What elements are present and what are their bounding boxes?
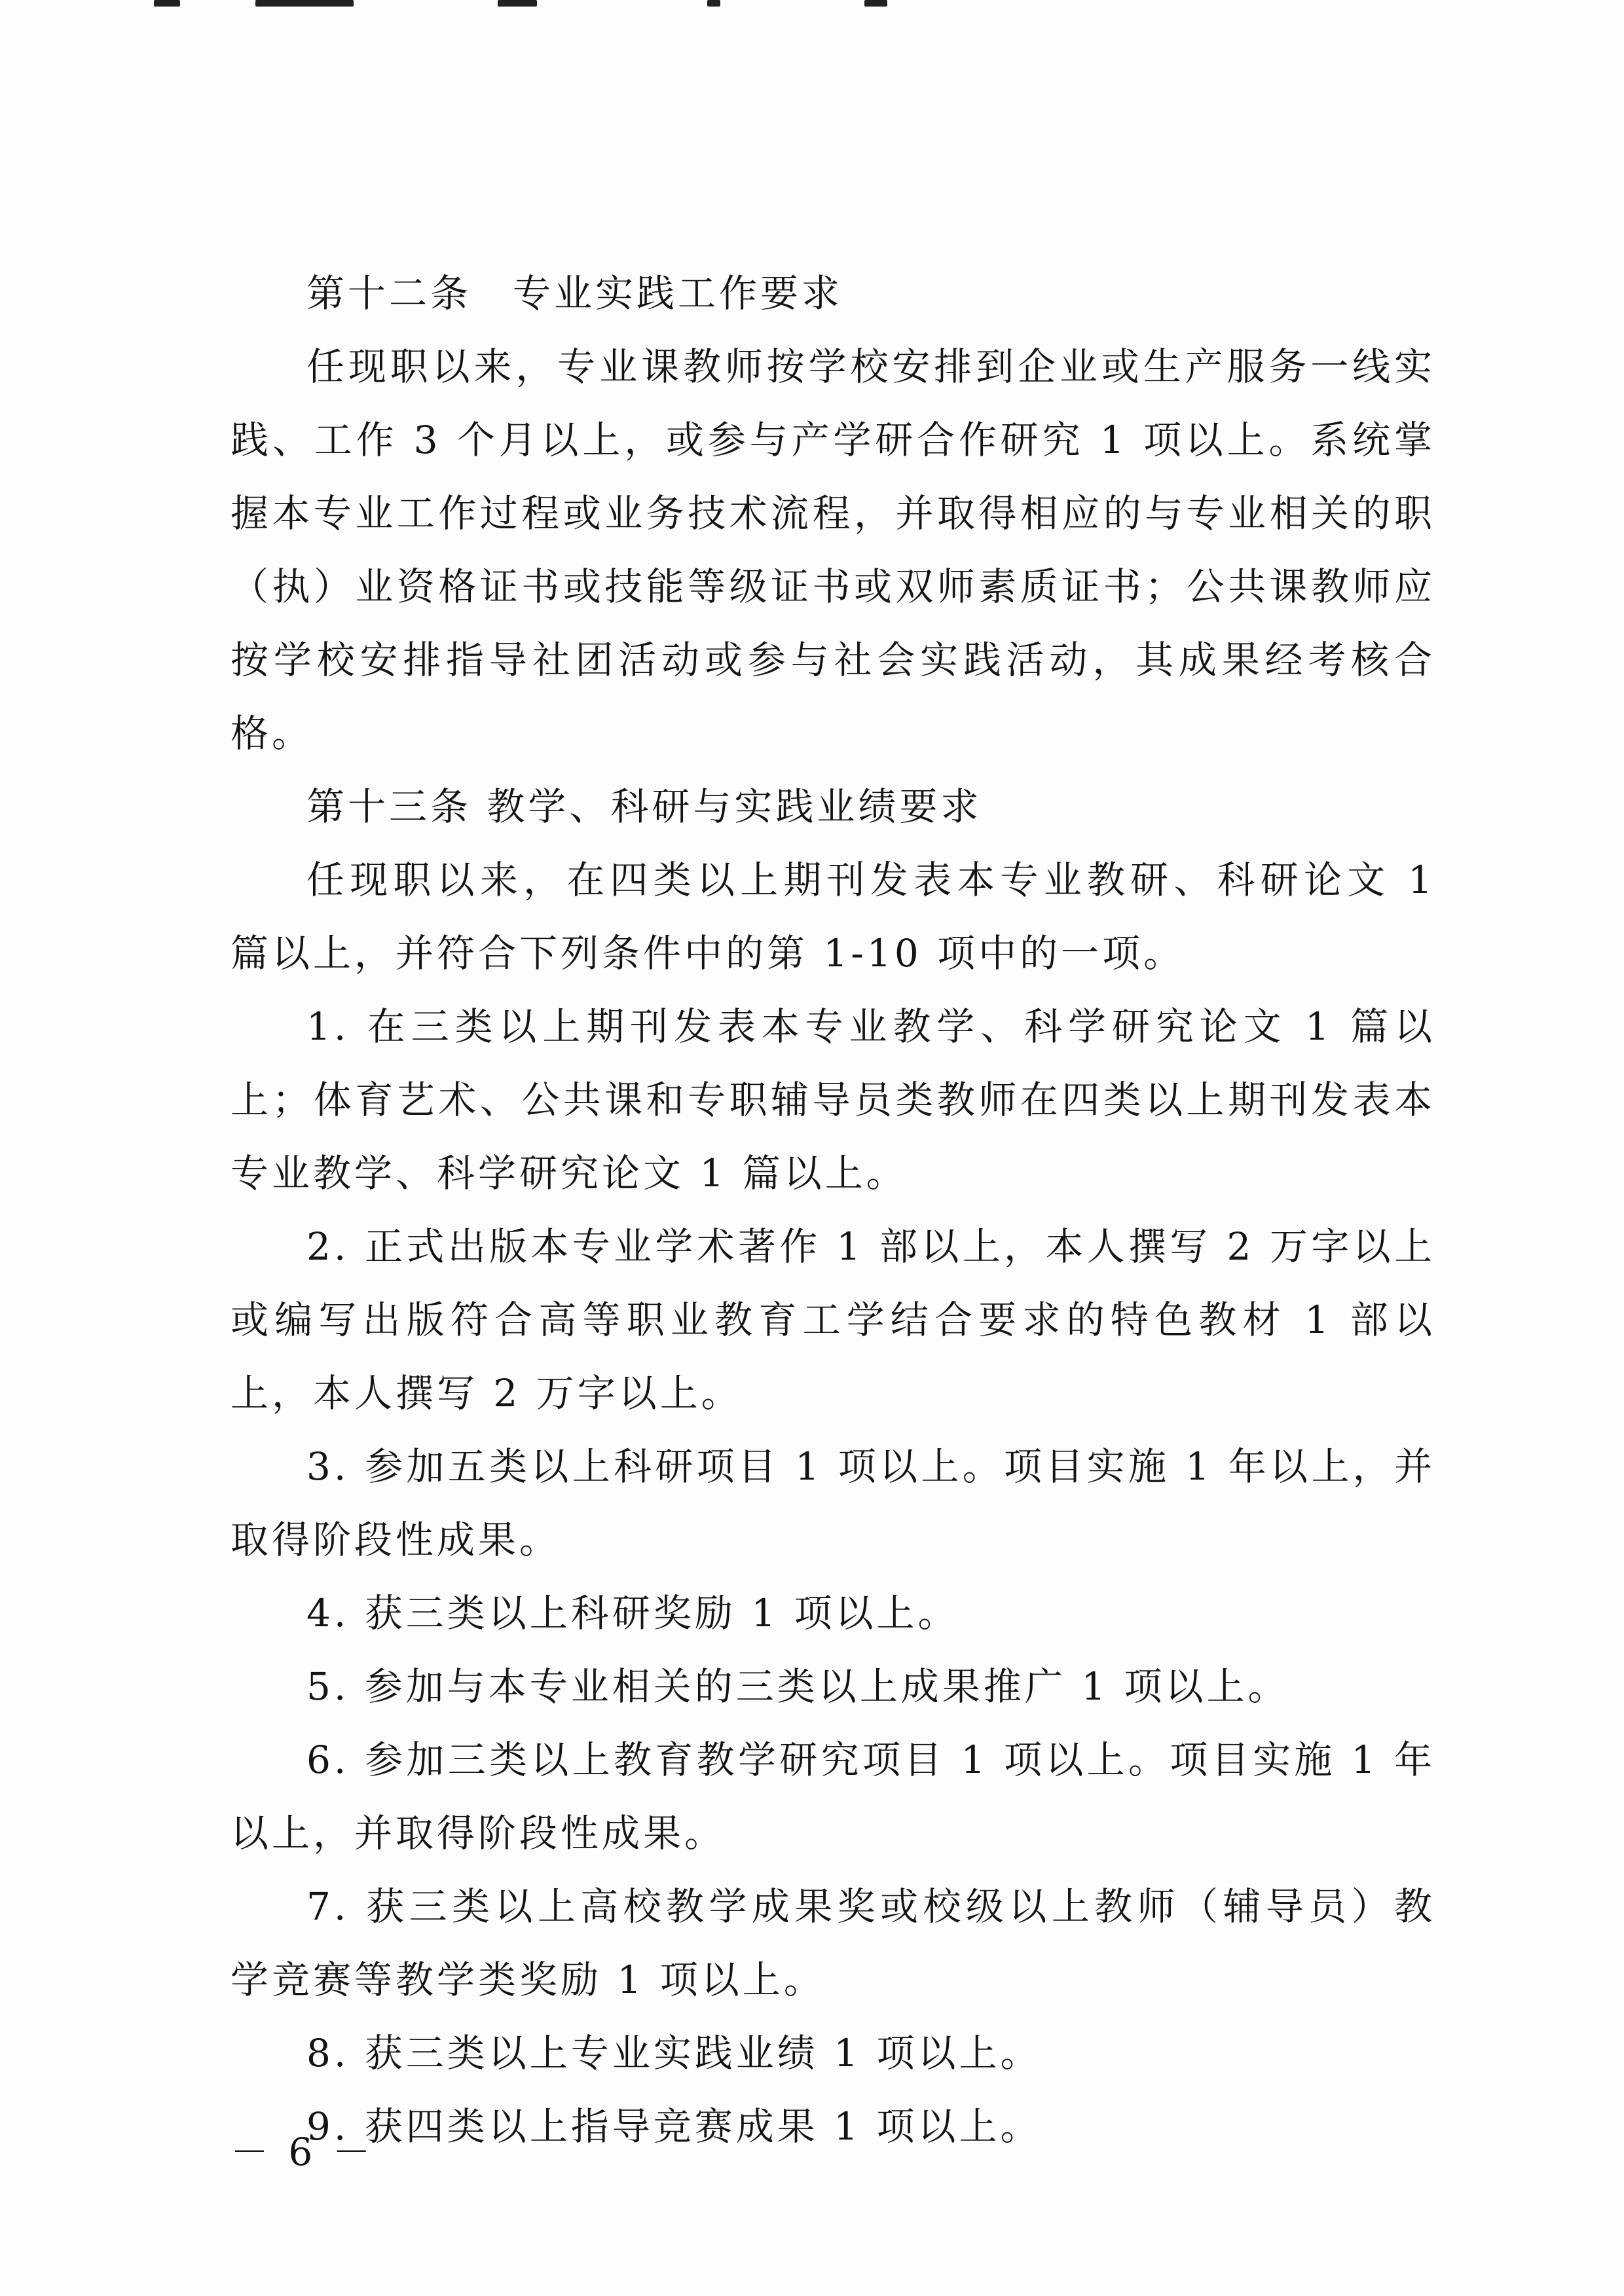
- list-item: 4. 获三类以上科研奖励 1 项以上。: [306, 1591, 959, 1635]
- scan-mark: [154, 0, 180, 7]
- article-12-heading: 第十二条 专业实践工作要求: [306, 271, 843, 316]
- article-13-body: 任现职以来，在四类以上期刊发表本专业教研、科研论文 1 篇以上，并符合下列条件中的第 1-10 项中的一项。: [231, 858, 1435, 975]
- document-body: [231, 257, 1435, 2163]
- article-12-body: 任现职以来，专业课教师按学校安排到企业或生产服务一线实践、工作 3 个月以上，或参与产学研合作研究 1 项以上。系统掌握本专业工作过程或业务技术流程，并取得相应的与专业相关的职（执）业资格证书或技能等级证书或双师素质证书；公共课教师应按学校安排指导社团活动或参与社会实践活动，其成果经考核合格。: [231, 344, 1435, 756]
- list-item: 2. 正式出版本专业学术著作 1 部以上，本人撰写 2 万字以上或编写出版符合高等职业教育工学结合要求的特色教材 1 部以上，本人撰写 2 万字以上。: [231, 1224, 1435, 1415]
- scan-mark: [864, 0, 887, 7]
- scan-mark: [498, 0, 537, 7]
- page-number: － 6 －: [231, 2130, 375, 2174]
- list-item: 5. 参加与本专业相关的三类以上成果推广 1 项以上。: [306, 1664, 1289, 1709]
- list-item: 6. 参加三类以上教育教学研究项目 1 项以上。项目实施 1 年以上，并取得阶段性成果。: [231, 1738, 1435, 1855]
- list-item: 1. 在三类以上期刊发表本专业教学、科学研究论文 1 篇以上；体育艺术、公共课和专职辅导员类教师在四类以上期刊发表本专业教学、科学研究论文 1 篇以上。: [231, 1004, 1435, 1195]
- scan-mark: [707, 0, 720, 7]
- scan-top-edge-marks: [0, 0, 1624, 16]
- list-item: 3. 参加五类以上科研项目 1 项以上。项目实施 1 年以上，并取得阶段性成果。: [231, 1444, 1435, 1562]
- list-item: 7. 获三类以上高校教学成果奖或校级以上教师（辅导员）教学竞赛等教学类奖励 1 项以上。: [231, 1884, 1435, 2002]
- list-item: 9. 获四类以上指导竞赛成果 1 项以上。: [306, 2104, 1042, 2149]
- scan-mark: [255, 0, 354, 7]
- list-item: 8. 获三类以上专业实践业绩 1 项以上。: [306, 2031, 1042, 2075]
- article-13-heading: 第十三条 教学、科研与实践业绩要求: [306, 784, 982, 829]
